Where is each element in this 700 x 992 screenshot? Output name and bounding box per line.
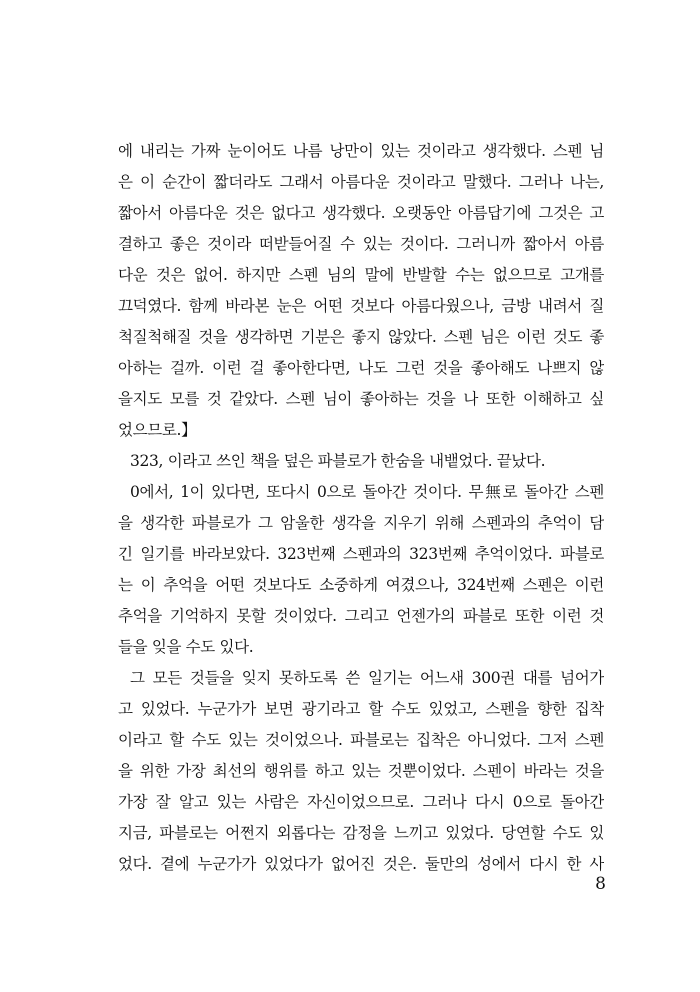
text-line: 짧아서 아름다운 것은 없다고 생각했다. 오랫동안 아름답기에 그것은 고	[118, 204, 604, 222]
text-line: 을 위한 가장 최선의 행위를 하고 있는 것뿐이었다. 스펜이 바라는 것을	[118, 762, 604, 780]
text-line: 고 있었다. 누군가가 보면 광기라고 할 수도 있었고, 스펜을 향한 집착	[118, 700, 604, 718]
text-line: 추억을 기억하지 못할 것이었다. 그리고 언젠가의 파블로 또한 이런 것	[118, 607, 604, 625]
text-line: 을 생각한 파블로가 그 암울한 생각을 지우기 위해 스펜과의 추억이 담	[118, 514, 604, 532]
text-line: 척질척해질 것을 생각하면 기분은 좋지 않았다. 스펜 님은 이런 것도 좋	[118, 328, 604, 346]
text-line: 는 이 추억을 어떤 것보다도 소중하게 여겼으나, 324번째 스펜은 이런	[118, 576, 604, 594]
page-number: 8	[595, 874, 606, 894]
paragraph-4	[118, 663, 604, 880]
text-line: 들을 잊을 수도 있다.	[118, 638, 254, 656]
text-line: 끄덕였다. 함께 바라본 눈은 어떤 것보다 아름다웠으나, 금방 내려서 질	[118, 297, 604, 315]
text-line: 323, 이라고 쓰인 책을 덮은 파블로가 한숨을 내뱉었다. 끝났다.	[130, 452, 546, 470]
text-line: 결하고 좋은 것이라 떠받들어질 수 있는 것이다. 그러니까 짧아서 아름	[118, 235, 604, 253]
text-line: 다운 것은 없어. 하지만 스펜 님의 말에 반발할 수는 없으므로 고개를	[118, 266, 604, 284]
paragraph-2	[118, 446, 604, 477]
text-line: 그 모든 것들을 잊지 못하도록 쓴 일기는 어느새 300권 대를 넘어가	[130, 669, 604, 687]
text-line: 아하는 걸까. 이런 걸 좋아한다면, 나도 그런 것을 좋아해도 나쁘지 않	[118, 359, 604, 377]
body-text	[118, 136, 604, 880]
text-line: 0에서, 1이 있다면, 또다시 0으로 돌아간 것이다. 무無로 돌아간 스펜	[130, 483, 604, 501]
text-line: 었다. 곁에 누군가가 있었다가 없어진 것은. 둘만의 성에서 다시 한 사	[118, 855, 604, 873]
text-line: 었으므로.】	[118, 421, 197, 439]
text-line: 이라고 할 수도 있는 것이었으나. 파블로는 집착은 아니었다. 그저 스펜	[118, 731, 604, 749]
text-line: 지금, 파블로는 어쩐지 외롭다는 감정을 느끼고 있었다. 당연할 수도 있	[118, 824, 604, 842]
text-line: 에 내리는 가짜 눈이어도 나름 낭만이 있는 것이라고 생각했다. 스펜 님	[118, 142, 604, 160]
text-line: 가장 잘 알고 있는 사람은 자신이었으므로. 그러나 다시 0으로 돌아간	[118, 793, 604, 811]
paragraph-1	[118, 136, 604, 446]
text-line: 은 이 순간이 짧더라도 그래서 아름다운 것이라고 말했다. 그러나 나는,	[118, 173, 604, 191]
paragraph-3	[118, 477, 604, 663]
text-line: 을지도 모를 것 같았다. 스펜 님이 좋아하는 것을 나 또한 이해하고 싶	[118, 390, 604, 408]
text-line: 긴 일기를 바라보았다. 323번째 스펜과의 323번째 추억이었다. 파블로	[118, 545, 604, 563]
